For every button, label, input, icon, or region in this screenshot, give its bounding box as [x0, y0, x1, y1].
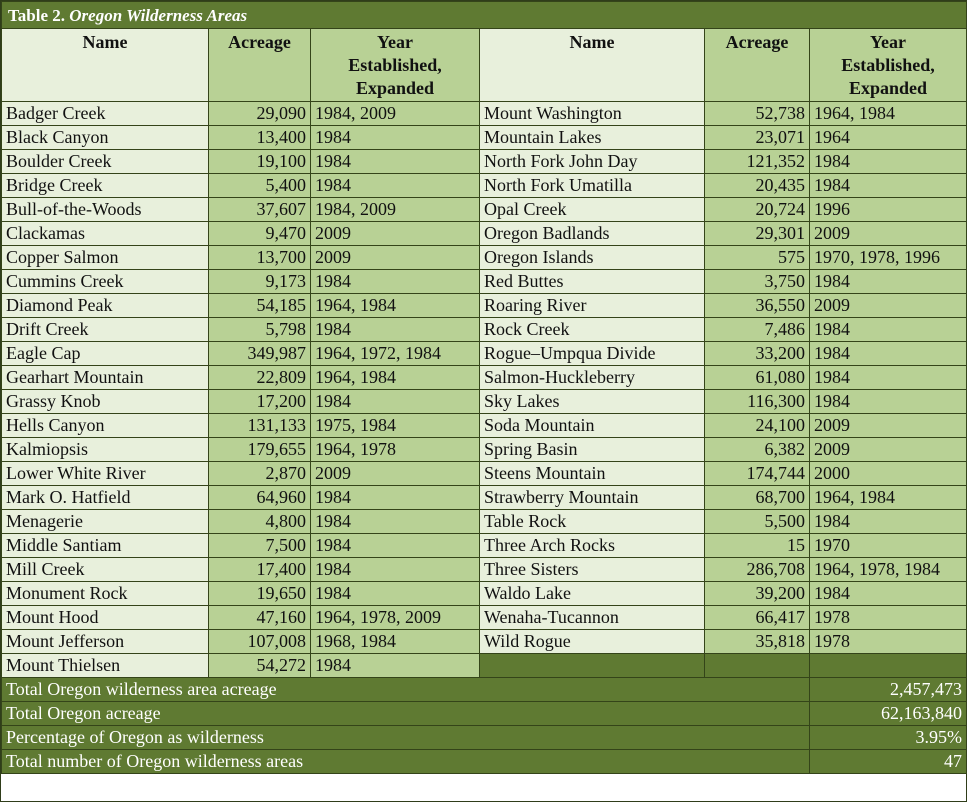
wilderness-name: North Fork John Day: [480, 150, 705, 174]
table-row: [2, 294, 967, 318]
wilderness-name: Clackamas: [2, 222, 209, 246]
wilderness-year: 1984: [810, 318, 967, 342]
wilderness-year: 1984: [810, 342, 967, 366]
table-row: [2, 582, 967, 606]
wilderness-acreage: 5,400: [209, 174, 311, 198]
wilderness-year: 1984: [810, 510, 967, 534]
header-year-right: [810, 29, 967, 102]
wilderness-name: Middle Santiam: [2, 534, 209, 558]
summary-value: 2,457,473: [810, 678, 967, 702]
summary-label: Total Oregon acreage: [2, 702, 810, 726]
wilderness-name: Bridge Creek: [2, 174, 209, 198]
wilderness-name: Badger Creek: [2, 102, 209, 126]
wilderness-acreage: 9,470: [209, 222, 311, 246]
header-year-line3: Expanded: [849, 78, 928, 98]
wilderness-year: 2009: [810, 438, 967, 462]
table-row: [2, 486, 967, 510]
table-row: [2, 606, 967, 630]
wilderness-acreage: 39,200: [705, 582, 810, 606]
table-row: [2, 102, 967, 126]
wilderness-name: Boulder Creek: [2, 150, 209, 174]
table-body: [2, 102, 967, 678]
wilderness-acreage: 349,987: [209, 342, 311, 366]
wilderness-name: Hells Canyon: [2, 414, 209, 438]
wilderness-name: Oregon Badlands: [480, 222, 705, 246]
summary-label: Percentage of Oregon as wilderness: [2, 726, 810, 750]
table-title: [2, 2, 967, 29]
table-title-row: [2, 2, 967, 29]
wilderness-acreage: 575: [705, 246, 810, 270]
wilderness-acreage: 36,550: [705, 294, 810, 318]
wilderness-name: Mountain Lakes: [480, 126, 705, 150]
wilderness-acreage: 61,080: [705, 366, 810, 390]
wilderness-acreage: 7,500: [209, 534, 311, 558]
wilderness-year: 1968, 1984: [311, 630, 480, 654]
empty-cell: [705, 654, 810, 678]
table-row: [2, 510, 967, 534]
wilderness-name: Kalmiopsis: [2, 438, 209, 462]
wilderness-name: Three Arch Rocks: [480, 534, 705, 558]
wilderness-acreage: 37,607: [209, 198, 311, 222]
table-summary: [2, 678, 967, 774]
empty-cell: [480, 654, 705, 678]
table-row: [2, 654, 967, 678]
wilderness-name: Copper Salmon: [2, 246, 209, 270]
wilderness-acreage: 5,798: [209, 318, 311, 342]
wilderness-year: 1975, 1984: [311, 414, 480, 438]
header-year-left: [311, 29, 480, 102]
wilderness-year: 1964: [810, 126, 967, 150]
wilderness-year: 2009: [810, 294, 967, 318]
summary-label: Total Oregon wilderness area acreage: [2, 678, 810, 702]
wilderness-year: 1964, 1984: [810, 486, 967, 510]
wilderness-acreage: 13,400: [209, 126, 311, 150]
empty-cell: [810, 654, 967, 678]
header-year-line3: Expanded: [355, 78, 435, 98]
wilderness-acreage: 20,435: [705, 174, 810, 198]
wilderness-acreage: 286,708: [705, 558, 810, 582]
table-row: [2, 558, 967, 582]
wilderness-year: 1964, 1978: [311, 438, 480, 462]
table-row: [2, 534, 967, 558]
summary-row: [2, 678, 967, 702]
wilderness-name: Bull-of-the-Woods: [2, 198, 209, 222]
wilderness-name: Mount Jefferson: [2, 630, 209, 654]
wilderness-acreage: 5,500: [705, 510, 810, 534]
wilderness-year: 1984, 2009: [311, 198, 480, 222]
wilderness-acreage: 131,133: [209, 414, 311, 438]
wilderness-acreage: 22,809: [209, 366, 311, 390]
wilderness-year: 1984: [311, 174, 480, 198]
wilderness-year: 1984: [810, 270, 967, 294]
wilderness-year: 1984, 2009: [311, 102, 480, 126]
header-acreage-left: Acreage: [209, 29, 311, 102]
wilderness-year: 1984: [810, 366, 967, 390]
wilderness-acreage: 54,272: [209, 654, 311, 678]
wilderness-name: Mount Hood: [2, 606, 209, 630]
wilderness-year: 1964, 1972, 1984: [311, 342, 480, 366]
wilderness-name: Soda Mountain: [480, 414, 705, 438]
wilderness-acreage: 116,300: [705, 390, 810, 414]
wilderness-acreage: 13,700: [209, 246, 311, 270]
table-row: [2, 126, 967, 150]
wilderness-name: Sky Lakes: [480, 390, 705, 414]
wilderness-name: Spring Basin: [480, 438, 705, 462]
wilderness-acreage: 7,486: [705, 318, 810, 342]
wilderness-acreage: 35,818: [705, 630, 810, 654]
wilderness-year: 1970: [810, 534, 967, 558]
summary-row: [2, 726, 967, 750]
wilderness-name: Mount Washington: [480, 102, 705, 126]
wilderness-acreage: 66,417: [705, 606, 810, 630]
wilderness-acreage: 17,400: [209, 558, 311, 582]
table-row: [2, 366, 967, 390]
wilderness-acreage: 121,352: [705, 150, 810, 174]
wilderness-name: Strawberry Mountain: [480, 486, 705, 510]
wilderness-name: Opal Creek: [480, 198, 705, 222]
wilderness-name: Wild Rogue: [480, 630, 705, 654]
wilderness-name: Menagerie: [2, 510, 209, 534]
wilderness-name: Mill Creek: [2, 558, 209, 582]
wilderness-acreage: 9,173: [209, 270, 311, 294]
wilderness-name: Mark O. Hatfield: [2, 486, 209, 510]
wilderness-year: 1984: [311, 534, 480, 558]
header-year-line1: Year: [377, 32, 413, 52]
wilderness-acreage: 2,870: [209, 462, 311, 486]
wilderness-acreage: 179,655: [209, 438, 311, 462]
wilderness-name: Monument Rock: [2, 582, 209, 606]
wilderness-name: Waldo Lake: [480, 582, 705, 606]
table-row: [2, 390, 967, 414]
wilderness-acreage: 64,960: [209, 486, 311, 510]
wilderness-acreage: 29,301: [705, 222, 810, 246]
wilderness-year: 1984: [311, 582, 480, 606]
wilderness-acreage: 3,750: [705, 270, 810, 294]
table-row: [2, 462, 967, 486]
wilderness-acreage: 68,700: [705, 486, 810, 510]
wilderness-acreage: 107,008: [209, 630, 311, 654]
wilderness-acreage: 47,160: [209, 606, 311, 630]
wilderness-acreage: 33,200: [705, 342, 810, 366]
wilderness-table: [1, 1, 967, 774]
wilderness-year: 1984: [311, 558, 480, 582]
table-title-italic: Oregon Wilderness Areas: [69, 5, 248, 25]
wilderness-name: Gearhart Mountain: [2, 366, 209, 390]
table-row: [2, 150, 967, 174]
wilderness-year: 1978: [810, 630, 967, 654]
wilderness-name: Lower White River: [2, 462, 209, 486]
wilderness-name: Grassy Knob: [2, 390, 209, 414]
wilderness-name: Three Sisters: [480, 558, 705, 582]
table-row: [2, 342, 967, 366]
wilderness-year: 1984: [311, 510, 480, 534]
summary-value: 62,163,840: [810, 702, 967, 726]
column-header-row: [2, 29, 967, 102]
table-title-prefix: Table 2.: [8, 5, 70, 25]
table-row: [2, 198, 967, 222]
summary-label: Total number of Oregon wilderness areas: [2, 750, 810, 774]
wilderness-name: Salmon-Huckleberry: [480, 366, 705, 390]
header-year-line1: Year: [870, 32, 907, 52]
summary-row: [2, 750, 967, 774]
wilderness-year: 1984: [810, 174, 967, 198]
wilderness-name: Drift Creek: [2, 318, 209, 342]
wilderness-year: 1984: [810, 150, 967, 174]
summary-value: 3.95%: [810, 726, 967, 750]
header-name-right: Name: [480, 29, 705, 102]
wilderness-acreage: 29,090: [209, 102, 311, 126]
wilderness-name: Red Buttes: [480, 270, 705, 294]
wilderness-year: 1984: [810, 582, 967, 606]
wilderness-acreage: 17,200: [209, 390, 311, 414]
wilderness-year: 1964, 1978, 2009: [311, 606, 480, 630]
wilderness-acreage: 6,382: [705, 438, 810, 462]
table-row: [2, 222, 967, 246]
wilderness-year: 2009: [810, 414, 967, 438]
wilderness-acreage: 15: [705, 534, 810, 558]
summary-row: [2, 702, 967, 726]
wilderness-acreage: 19,650: [209, 582, 311, 606]
header-year-line2: Established,: [841, 55, 935, 75]
wilderness-year: 2009: [311, 222, 480, 246]
wilderness-year: 1984: [311, 318, 480, 342]
wilderness-name: Steens Mountain: [480, 462, 705, 486]
header-acreage-right: Acreage: [705, 29, 810, 102]
wilderness-year: 1984: [311, 150, 480, 174]
wilderness-name: Cummins Creek: [2, 270, 209, 294]
wilderness-acreage: 52,738: [705, 102, 810, 126]
wilderness-name: North Fork Umatilla: [480, 174, 705, 198]
wilderness-name: Roaring River: [480, 294, 705, 318]
wilderness-year: 1984: [311, 486, 480, 510]
table-row: [2, 318, 967, 342]
wilderness-name: Oregon Islands: [480, 246, 705, 270]
wilderness-year: 1964, 1984: [311, 294, 480, 318]
wilderness-year: 2009: [810, 222, 967, 246]
table-row: [2, 246, 967, 270]
wilderness-name: Diamond Peak: [2, 294, 209, 318]
wilderness-acreage: 24,100: [705, 414, 810, 438]
wilderness-year: 1964, 1984: [311, 366, 480, 390]
header-name-left: Name: [2, 29, 209, 102]
wilderness-year: 1964, 1978, 1984: [810, 558, 967, 582]
table-row: [2, 414, 967, 438]
wilderness-name: Rock Creek: [480, 318, 705, 342]
wilderness-acreage: 19,100: [209, 150, 311, 174]
wilderness-year: 2000: [810, 462, 967, 486]
summary-value: 47: [810, 750, 967, 774]
wilderness-year: 2009: [311, 462, 480, 486]
wilderness-acreage: 54,185: [209, 294, 311, 318]
wilderness-name: Mount Thielsen: [2, 654, 209, 678]
wilderness-year: 1978: [810, 606, 967, 630]
wilderness-acreage: 20,724: [705, 198, 810, 222]
wilderness-year: 2009: [311, 246, 480, 270]
header-year-line2: Established,: [348, 55, 442, 75]
wilderness-year: 1964, 1984: [810, 102, 967, 126]
table-row: [2, 270, 967, 294]
wilderness-acreage: 4,800: [209, 510, 311, 534]
wilderness-year: 1984: [311, 126, 480, 150]
wilderness-year: 1984: [810, 390, 967, 414]
wilderness-year: 1984: [311, 390, 480, 414]
wilderness-year: 1996: [810, 198, 967, 222]
wilderness-name: Table Rock: [480, 510, 705, 534]
table-row: [2, 174, 967, 198]
table-row: [2, 630, 967, 654]
wilderness-acreage: 23,071: [705, 126, 810, 150]
wilderness-name: Rogue–Umpqua Divide: [480, 342, 705, 366]
wilderness-year: 1984: [311, 270, 480, 294]
wilderness-name: Eagle Cap: [2, 342, 209, 366]
wilderness-year: 1970, 1978, 1996: [810, 246, 967, 270]
wilderness-year: 1984: [311, 654, 480, 678]
wilderness-name: Wenaha-Tucannon: [480, 606, 705, 630]
table-row: [2, 438, 967, 462]
wilderness-name: Black Canyon: [2, 126, 209, 150]
wilderness-acreage: 174,744: [705, 462, 810, 486]
